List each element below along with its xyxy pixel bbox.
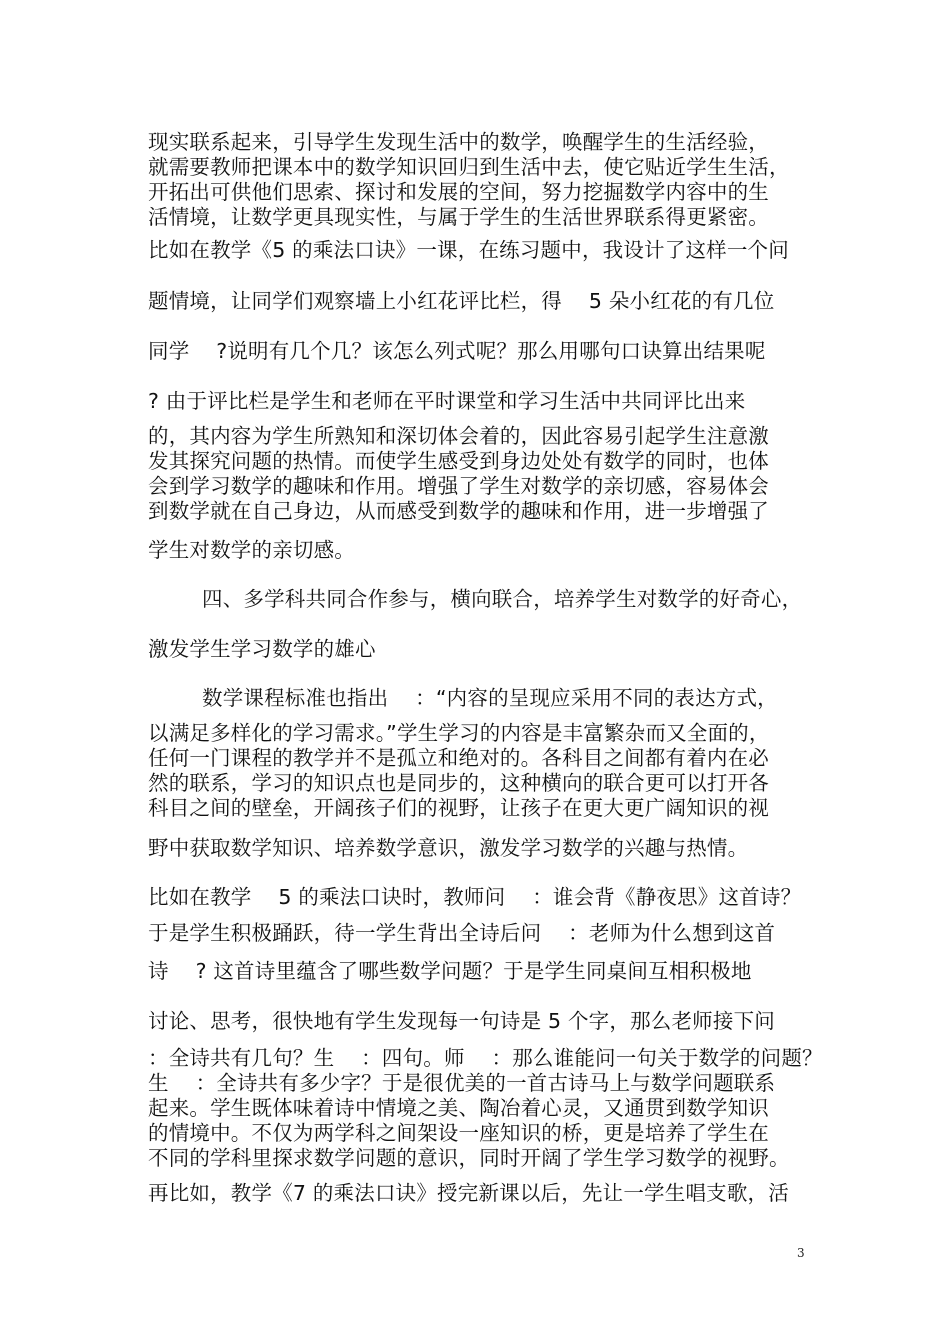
text-line: 同学 ?说明有几个几？该怎么列式呢？那么用哪句口诀算出结果呢 bbox=[148, 339, 766, 363]
text-line: 活情境，让数学更具现实性，与属于学生的生活世界联系得更紧密。 bbox=[148, 205, 769, 229]
text-line: 然的联系，学习的知识点也是同步的，这种横向的联合更可以打开各 bbox=[148, 771, 769, 795]
text-line: 以满足多样化的学习需求。”学生学习的内容是丰富繁杂而又全面的， bbox=[148, 721, 770, 745]
text-line: 比如在教学《5 的乘法口诀》一课，在练习题中，我设计了这样一个问 bbox=[148, 238, 789, 262]
text-line: 的情境中。不仅为两学科之间架设一座知识的桥，更是培养了学生在 bbox=[148, 1121, 769, 1145]
text-line: ：全诗共有几句？生 ：四句。师 ：那么谁能问一句关于数学的问题？ bbox=[148, 1046, 823, 1070]
text-line: ? 由于评比栏是学生和老师在平时课堂和学习生活中共同评比出来 bbox=[148, 389, 746, 413]
text-line: 就需要教师把课本中的数学知识回归到生活中去，使它贴近学生生活， bbox=[148, 155, 790, 179]
text-line: 到数学就在自己身边，从而感受到数学的趣味和作用，进一步增强了 bbox=[148, 499, 769, 523]
text-line: 再比如，教学《7 的乘法口诀》授完新课以后，先让一学生唱支歌，活 bbox=[148, 1181, 789, 1205]
section-heading: 激发学生学习数学的雄心 bbox=[148, 637, 376, 661]
text-line: 数学课程标准也指出 ：“内容的呈现应采用不同的表达方式， bbox=[202, 686, 778, 710]
text-line: 发其探究问题的热情。而使学生感受到身边处处有数学的同时，也体 bbox=[148, 449, 769, 473]
text-line: 起来。学生既体味着诗中情境之美、陶冶着心灵，又通贯到数学知识 bbox=[148, 1096, 769, 1120]
text-line: 现实联系起来，引导学生发现生活中的数学，唤醒学生的生活经验， bbox=[148, 130, 769, 154]
text-line: 于是学生积极踊跃，待一学生背出全诗后问 ：老师为什么想到这首 bbox=[148, 921, 776, 945]
text-line: 比如在教学 5 的乘法口诀时，教师问 ：谁会背《静夜思》这首诗？ bbox=[148, 885, 802, 909]
text-line: 不同的学科里探求数学问题的意识，同时开阔了学生学习数学的视野。 bbox=[148, 1146, 790, 1170]
section-heading: 四、多学科共同合作参与，横向联合，培养学生对数学的好奇心， bbox=[202, 587, 803, 611]
text-line: 野中获取数学知识、培养数学意识，激发学习数学的兴趣与热情。 bbox=[148, 836, 749, 860]
text-line: 生 ：全诗共有多少字？于是很优美的一首古诗马上与数学问题联系 bbox=[148, 1071, 776, 1095]
text-line: 任何一门课程的教学并不是孤立和绝对的。各科目之间都有着内在必 bbox=[148, 746, 769, 770]
page-number: 3 bbox=[797, 1246, 805, 1260]
text-line: 会到学习数学的趣味和作用。增强了学生对数学的亲切感，容易体会 bbox=[148, 474, 769, 498]
text-line: 诗 ? 这首诗里蕴含了哪些数学问题？于是学生同桌间互相积极地 bbox=[148, 959, 752, 983]
text-line: 学生对数学的亲切感。 bbox=[148, 538, 355, 562]
text-line: 讨论、思考，很快地有学生发现每一句诗是 5 个字，那么老师接下问 bbox=[148, 1009, 775, 1033]
text-line: 的，其内容为学生所熟知和深切体会着的，因此容易引起学生注意激 bbox=[148, 424, 769, 448]
text-line: 题情境，让同学们观察墙上小红花评比栏，得 5 朵小红花的有几位 bbox=[148, 289, 775, 313]
text-line: 开拓出可供他们思索、探讨和发展的空间，努力挖掘数学内容中的生 bbox=[148, 180, 769, 204]
text-line: 科目之间的壁垒，开阔孩子们的视野，让孩子在更大更广阔知识的视 bbox=[148, 796, 769, 820]
